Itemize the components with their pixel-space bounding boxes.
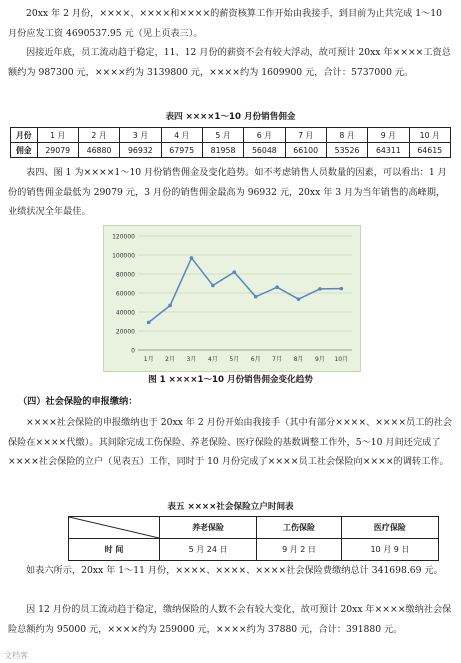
insurance-table xyxy=(68,516,439,561)
table-cell: 4 月 xyxy=(161,128,202,143)
table-cell: 5 月 24 日 xyxy=(160,539,257,561)
y-tick-label: 80000 xyxy=(115,271,135,279)
data-point xyxy=(211,284,215,288)
y-tick-label: 40000 xyxy=(115,309,135,317)
table-cell: 5 月 xyxy=(202,128,243,143)
paragraph-salary-summary: 20xx 年 2 月份，××××、××××和××××的薪资核算工作开始由我接手，到目前为止共完成 1～10 月份应发工资 4690537.95 元（见上页表三）。 xyxy=(8,8,442,39)
table-cell: 46880 xyxy=(78,143,119,158)
table-cell: 29079 xyxy=(37,143,78,158)
x-tick-label: 3月 xyxy=(186,356,197,363)
table-cell: 53526 xyxy=(326,143,367,158)
table-header-month: 月份 xyxy=(11,128,38,143)
table-cell: 67975 xyxy=(161,143,202,158)
table-row-header xyxy=(69,517,439,539)
table-cell: 66100 xyxy=(285,143,326,158)
data-point xyxy=(168,304,172,308)
table-header-injury: 工伤保险 xyxy=(257,517,342,539)
table4-caption: 表四 ××××1～10 月份销售佣金 xyxy=(165,112,296,122)
x-tick-label: 9月 xyxy=(314,356,325,363)
y-tick-label: 20000 xyxy=(115,328,135,336)
watermark-logo: 文档客 xyxy=(4,651,28,660)
chart-canvas xyxy=(104,226,360,371)
table-row-months xyxy=(11,128,451,143)
y-tick-label: 100000 xyxy=(112,252,135,260)
table-header-pension: 养老保险 xyxy=(160,517,257,539)
table-cell: 2 月 xyxy=(78,128,119,143)
table-cell: 7 月 xyxy=(285,128,326,143)
data-point xyxy=(297,297,301,301)
table-cell: 96932 xyxy=(120,143,161,158)
x-tick-label: 7月 xyxy=(272,356,283,363)
table-row-values xyxy=(11,143,451,158)
y-tick-label: 0 xyxy=(131,347,135,355)
paragraph-commission-analysis: 表四、图 1 为××××1～10 月份销售佣金及变化趋势。如不考虑销售人员数量的因素，可以看出：1 月份的销售佣金最低为 29079 元，3 月份的销售佣金最高为 96932 元，20xx 年 3 月为当年销售的高峰期，业绩状况全年最佳。 xyxy=(8,167,447,217)
table-corner-cell xyxy=(69,517,160,539)
x-tick-label: 5月 xyxy=(229,356,240,363)
table-cell: 9 月 2 日 xyxy=(257,539,342,561)
x-tick-label: 8月 xyxy=(293,356,304,363)
table-header-commission: 佣金 xyxy=(11,143,38,158)
table-cell: 64615 xyxy=(409,143,450,158)
x-tick-label: 10月 xyxy=(334,356,349,363)
data-point xyxy=(275,285,279,289)
commission-table xyxy=(10,127,451,158)
table-row-label: 时 间 xyxy=(69,539,160,561)
section-heading: （四）社会保险的申报缴纳： xyxy=(18,396,138,407)
paragraph-salary-forecast: 因接近年底，员工流动趋于稳定，11、12 月份的薪资不会有较大浮动，故可预计 20xx 年××××工资总额约为 987300 元，××××约为 3139800 元，××××约为 1609900 元，合计：5737000 元。 xyxy=(8,47,451,78)
table-row-dates xyxy=(69,539,439,561)
table-cell: 1 月 xyxy=(37,128,78,143)
chart-caption: 图 1 ××××1～10 月份销售佣金变化趋势 xyxy=(148,375,313,385)
data-point xyxy=(254,295,258,299)
paragraph-insurance-total: 如表六所示，20xx 年 1～11 月份，××××、××××、××××社会保险费缴纳总计 341698.69 元。 xyxy=(26,565,443,576)
diagonal-line xyxy=(69,517,159,538)
table-cell: 10 月 xyxy=(409,128,450,143)
data-point xyxy=(233,270,237,274)
y-tick-label: 60000 xyxy=(115,290,135,298)
series-line xyxy=(149,258,342,322)
x-tick-label: 4月 xyxy=(207,356,218,363)
table-cell: 9 月 xyxy=(368,128,409,143)
data-point xyxy=(340,287,344,291)
table-cell: 10 月 9 日 xyxy=(341,539,438,561)
table-cell: 64311 xyxy=(368,143,409,158)
x-tick-label: 1月 xyxy=(143,356,154,363)
paragraph-social-insurance: ××××社会保险的申报缴纳也于 20xx 年 2 月份开始由我接手（其中有部分××××、××××员工的社会保险在××××代缴）。其间除完成工伤保险、养老保险、医疗保险的基数调整工作外，5～10 月间还完成了××××社会保险的立户（见表五）工作，同时于 10 月份完成了××××员工社会保险向××××的调转工作。 xyxy=(8,417,452,467)
table-header-medical: 医疗保险 xyxy=(341,517,438,539)
y-tick-label: 120000 xyxy=(112,233,135,241)
x-tick-label: 6月 xyxy=(250,356,261,363)
table-cell: 56048 xyxy=(244,143,285,158)
table-cell: 3 月 xyxy=(120,128,161,143)
table-cell: 6 月 xyxy=(244,128,285,143)
data-point xyxy=(190,256,194,260)
x-tick-label: 2月 xyxy=(165,356,176,363)
table5-caption: 表五 ××××社会保险立户时间表 xyxy=(167,502,294,512)
data-point xyxy=(147,321,151,325)
data-point xyxy=(318,287,322,291)
paragraph-insurance-forecast: 因 12 月份的员工流动趋于稳定，缴纳保险的人数不会有较大变化，故可预计 20xx 年××××缴纳社会保险总额约为 95000 元，××××约为 259000 元，××××约为 37880 元，合计：391880 元。 xyxy=(8,604,452,635)
commission-line-chart xyxy=(103,225,361,372)
table-cell: 8 月 xyxy=(326,128,367,143)
table-cell: 81958 xyxy=(202,143,243,158)
